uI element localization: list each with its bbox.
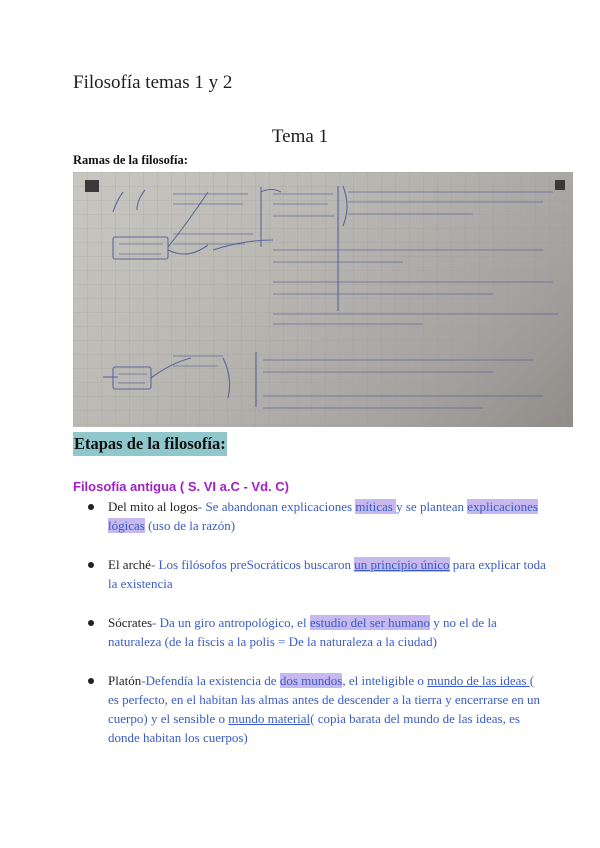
list-item bbox=[88, 497, 548, 535]
bullet-text-segment: , el inteligible o bbox=[342, 673, 428, 688]
bullet-text-segment: Platón bbox=[108, 673, 142, 688]
bullet-text-segment: mundo de las ideas bbox=[427, 673, 530, 688]
bullet-text-segment: para explicar toda la existencia bbox=[108, 557, 546, 591]
bullet-text-segment: El arché bbox=[108, 557, 151, 572]
bullet-dot-icon bbox=[88, 562, 94, 568]
heading-filosofia-antigua: Filosofía antigua ( S. VI a.C - Vd. C) bbox=[73, 479, 289, 494]
bullet-text-segment: estudio del ser humano bbox=[309, 615, 431, 630]
bullet-text-segment: y se plantean bbox=[396, 499, 468, 514]
bullet-text-segment: dos mundos bbox=[279, 673, 343, 688]
bullet-text-segment: míticas bbox=[355, 499, 397, 514]
bullet-text-segment: Del mito al logos bbox=[108, 499, 198, 514]
bullet-text-segment: - Se abandonan explicaciones bbox=[197, 499, 356, 514]
bullet-text-segment: explicaciones lógicas bbox=[108, 499, 538, 533]
bullet-text-segment: un principio único bbox=[354, 557, 450, 572]
subheading-ramas: Ramas de la filosofía: bbox=[73, 153, 188, 167]
heading-etapas: Etapas de la filosofía: bbox=[73, 432, 227, 456]
bullet-text-segment: ( copia barata del mundo de las ideas, es donde habitan los cuerpos) bbox=[108, 711, 520, 745]
bullet-text-segment: mundo material bbox=[228, 711, 311, 726]
bullet-dot-icon bbox=[88, 620, 94, 626]
handwritten-notes-photo bbox=[73, 172, 573, 427]
bullet-text-segment: - Da un giro antropológico, el bbox=[152, 615, 310, 630]
bullet-text-segment: (uso de la razón) bbox=[144, 518, 236, 533]
heading-tema-1: Tema 1 bbox=[271, 126, 329, 147]
bullet-dot-icon bbox=[88, 504, 94, 510]
document-title: Filosofía temas 1 y 2 bbox=[73, 72, 233, 93]
bullet-list bbox=[88, 497, 548, 767]
bullet-text-segment: -Defendía la existencia de bbox=[141, 673, 280, 688]
list-item bbox=[88, 671, 548, 747]
bullet-text-segment: ( es perfecto, en el habitan las almas antes de descender a la tierra y encerrarse en un cuerpo) y el sensible o bbox=[108, 673, 541, 726]
list-item bbox=[88, 555, 548, 593]
bullet-text-segment: - Los filósofos preSocráticos buscaron bbox=[150, 557, 355, 572]
list-item bbox=[88, 613, 548, 651]
bullet-text-segment: Sócrates bbox=[108, 615, 153, 630]
bullet-dot-icon bbox=[88, 678, 94, 684]
bullet-text-segment: y no el de la naturaleza (de la fiscis a la polis = De la naturaleza a la ciudad) bbox=[108, 615, 497, 649]
handwritten-notes-sketch bbox=[73, 172, 573, 427]
